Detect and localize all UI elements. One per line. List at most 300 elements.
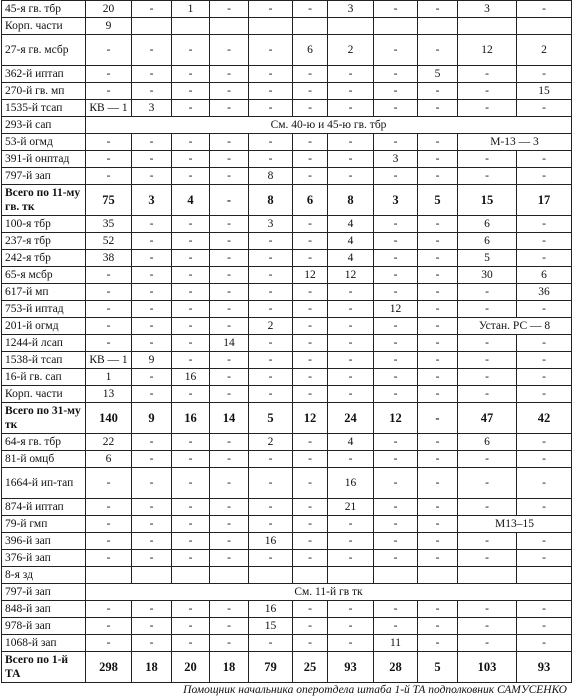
value-cell: -: [293, 499, 328, 516]
value-cell: 9: [132, 352, 172, 369]
unit-name-cell: 848-й зап: [2, 601, 86, 618]
value-cell: -: [172, 533, 210, 550]
value-cell: КВ — 1: [86, 352, 132, 369]
value-cell: -: [86, 635, 132, 652]
value-cell: -: [374, 216, 418, 233]
value-cell: -: [374, 284, 418, 301]
value-cell: -: [172, 168, 210, 185]
value-cell: -: [293, 618, 328, 635]
value-cell: -: [374, 550, 418, 567]
value-cell: -: [293, 284, 328, 301]
value-cell: -: [517, 250, 572, 267]
value-cell: М-13 — 3: [458, 134, 572, 151]
value-cell: -: [86, 601, 132, 618]
value-cell: -: [293, 1, 328, 18]
value-cell: -: [132, 250, 172, 267]
value-cell: -: [418, 168, 458, 185]
value-cell: 38: [86, 250, 132, 267]
value-cell: 93: [517, 652, 572, 683]
value-cell: 11: [374, 635, 418, 652]
value-cell: -: [210, 301, 249, 318]
value-cell: 9: [132, 403, 172, 434]
value-cell: -: [210, 601, 249, 618]
value-cell: 22: [86, 434, 132, 451]
value-cell: [172, 18, 210, 35]
value-cell: -: [210, 533, 249, 550]
value-cell: [328, 18, 374, 35]
value-cell: -: [328, 318, 374, 335]
value-cell: -: [458, 499, 517, 516]
value-cell: -: [210, 468, 249, 499]
value-cell: 16: [249, 601, 293, 618]
table-row: [2, 267, 572, 284]
value-cell: -: [458, 335, 517, 352]
value-cell: [458, 567, 517, 584]
value-cell: 6: [293, 35, 328, 66]
value-cell: -: [458, 301, 517, 318]
value-cell: -: [132, 550, 172, 567]
value-cell: -: [132, 451, 172, 468]
value-cell: -: [132, 601, 172, 618]
value-cell: -: [418, 499, 458, 516]
value-cell: 28: [374, 652, 418, 683]
unit-name-cell: 8-я зд: [2, 567, 86, 584]
value-cell: -: [418, 100, 458, 117]
value-cell: -: [293, 66, 328, 83]
value-cell: 5: [418, 185, 458, 216]
table-row: [2, 499, 572, 516]
unit-name-cell: 797-й зап: [2, 168, 86, 185]
value-cell: -: [210, 1, 249, 18]
value-cell: -: [328, 66, 374, 83]
value-cell: 16: [249, 533, 293, 550]
value-cell: -: [86, 301, 132, 318]
value-cell: 298: [86, 652, 132, 683]
value-cell: КВ — 1: [86, 100, 132, 117]
value-cell: -: [132, 284, 172, 301]
value-cell: -: [210, 618, 249, 635]
value-cell: -: [517, 434, 572, 451]
value-cell: 8: [328, 185, 374, 216]
value-cell: [132, 567, 172, 584]
value-cell: -: [210, 185, 249, 216]
value-cell: 4: [172, 185, 210, 216]
value-cell: 79: [249, 652, 293, 683]
value-cell: 3: [132, 185, 172, 216]
value-cell: 47: [458, 403, 517, 434]
value-cell: 15: [458, 185, 517, 216]
table-row: [2, 216, 572, 233]
table-row: [2, 386, 572, 403]
value-cell: -: [249, 499, 293, 516]
table-row: [2, 516, 572, 533]
value-cell: -: [249, 635, 293, 652]
value-cell: -: [132, 335, 172, 352]
value-cell: -: [458, 601, 517, 618]
value-cell: -: [374, 267, 418, 284]
value-cell: 103: [458, 652, 517, 683]
value-cell: -: [418, 134, 458, 151]
value-cell: [132, 18, 172, 35]
value-cell: -: [249, 66, 293, 83]
value-cell: 35: [86, 216, 132, 233]
unit-name-cell: 201-й огмд: [2, 318, 86, 335]
value-cell: 6: [293, 185, 328, 216]
value-cell: -: [293, 216, 328, 233]
value-cell: -: [328, 550, 374, 567]
value-cell: 21: [328, 499, 374, 516]
value-cell: -: [249, 386, 293, 403]
value-cell: -: [374, 516, 418, 533]
value-cell: -: [458, 168, 517, 185]
value-cell: -: [418, 35, 458, 66]
value-cell: -: [86, 284, 132, 301]
value-cell: -: [458, 386, 517, 403]
unit-name-cell: 65-я мсбр: [2, 267, 86, 284]
value-cell: -: [418, 369, 458, 386]
unit-name-cell: 1535-й тсап: [2, 100, 86, 117]
value-cell: -: [249, 352, 293, 369]
value-cell: -: [132, 134, 172, 151]
value-cell: -: [172, 134, 210, 151]
value-cell: -: [210, 352, 249, 369]
value-cell: 3: [374, 185, 418, 216]
value-cell: -: [293, 83, 328, 100]
value-cell: -: [249, 516, 293, 533]
value-cell: 4: [328, 216, 374, 233]
value-cell: -: [249, 267, 293, 284]
unit-name-cell: 27-я гв. мсбр: [2, 35, 86, 66]
table-row: [2, 100, 572, 117]
value-cell: -: [210, 83, 249, 100]
value-cell: -: [172, 451, 210, 468]
value-cell: -: [374, 499, 418, 516]
value-cell: [418, 18, 458, 35]
value-cell: 24: [328, 403, 374, 434]
value-cell: [172, 567, 210, 584]
value-cell: -: [172, 352, 210, 369]
value-cell: -: [293, 601, 328, 618]
value-cell: -: [249, 284, 293, 301]
value-cell: -: [132, 267, 172, 284]
value-cell: 4: [328, 233, 374, 250]
value-cell: [249, 18, 293, 35]
value-cell: -: [210, 516, 249, 533]
value-cell: -: [418, 284, 458, 301]
value-cell: -: [293, 635, 328, 652]
value-cell: -: [132, 516, 172, 533]
value-cell: -: [418, 1, 458, 18]
unit-name-cell: 376-й зап: [2, 550, 86, 567]
value-cell: -: [517, 468, 572, 499]
value-cell: -: [210, 550, 249, 567]
value-cell: -: [132, 66, 172, 83]
value-cell: -: [458, 618, 517, 635]
value-cell: -: [86, 66, 132, 83]
table-row: [2, 335, 572, 352]
value-cell: -: [418, 516, 458, 533]
table-row: [2, 369, 572, 386]
value-cell: -: [249, 134, 293, 151]
value-cell: -: [172, 618, 210, 635]
value-cell: -: [172, 318, 210, 335]
value-cell: -: [374, 250, 418, 267]
table-row: [2, 284, 572, 301]
value-cell: -: [210, 434, 249, 451]
value-cell: 25: [293, 652, 328, 683]
value-cell: -: [86, 533, 132, 550]
unit-name-cell: 100-я тбр: [2, 216, 86, 233]
value-cell: 3: [328, 1, 374, 18]
value-cell: -: [249, 369, 293, 386]
value-cell: -: [249, 233, 293, 250]
value-cell: 20: [172, 652, 210, 683]
value-cell: -: [210, 267, 249, 284]
value-cell: [328, 567, 374, 584]
table-row: [2, 66, 572, 83]
value-cell: -: [328, 134, 374, 151]
value-cell: -: [210, 318, 249, 335]
value-cell: М13–15: [458, 516, 572, 533]
unit-name-cell: 16-й гв. сап: [2, 369, 86, 386]
value-cell: -: [249, 468, 293, 499]
value-cell: -: [517, 618, 572, 635]
reference-note-cell: См. 11-й гв тк: [86, 584, 572, 601]
value-cell: -: [517, 100, 572, 117]
value-cell: -: [172, 434, 210, 451]
total-row: [2, 403, 572, 434]
value-cell: -: [172, 35, 210, 66]
value-cell: 12: [293, 403, 328, 434]
value-cell: 4: [328, 434, 374, 451]
value-cell: -: [210, 386, 249, 403]
value-cell: -: [293, 352, 328, 369]
value-cell: -: [517, 335, 572, 352]
value-cell: -: [86, 618, 132, 635]
value-cell: -: [517, 168, 572, 185]
value-cell: -: [86, 151, 132, 168]
value-cell: -: [210, 451, 249, 468]
value-cell: -: [418, 533, 458, 550]
table-row: [2, 567, 572, 584]
value-cell: -: [210, 250, 249, 267]
value-cell: -: [293, 468, 328, 499]
value-cell: -: [86, 335, 132, 352]
value-cell: -: [86, 83, 132, 100]
value-cell: 42: [517, 403, 572, 434]
value-cell: -: [517, 301, 572, 318]
value-cell: 1: [172, 1, 210, 18]
table-row: [2, 151, 572, 168]
value-cell: -: [418, 151, 458, 168]
value-cell: -: [249, 83, 293, 100]
value-cell: -: [374, 233, 418, 250]
value-cell: 52: [86, 233, 132, 250]
unit-name-cell: 1244-й лсап: [2, 335, 86, 352]
value-cell: -: [132, 369, 172, 386]
value-cell: [210, 18, 249, 35]
value-cell: Устан. РС — 8: [458, 318, 572, 335]
value-cell: -: [132, 618, 172, 635]
table-row: [2, 601, 572, 618]
unit-name-cell: 64-я гв. тбр: [2, 434, 86, 451]
value-cell: [293, 567, 328, 584]
value-cell: -: [374, 618, 418, 635]
value-cell: -: [172, 151, 210, 168]
value-cell: -: [374, 533, 418, 550]
value-cell: -: [210, 284, 249, 301]
table-body: [2, 1, 572, 683]
value-cell: 18: [210, 652, 249, 683]
value-cell: 75: [86, 185, 132, 216]
value-cell: -: [374, 468, 418, 499]
total-row: [2, 185, 572, 216]
value-cell: -: [517, 386, 572, 403]
value-cell: -: [210, 151, 249, 168]
value-cell: -: [517, 216, 572, 233]
value-cell: 15: [517, 83, 572, 100]
table-row: [2, 35, 572, 66]
value-cell: -: [132, 168, 172, 185]
value-cell: -: [293, 434, 328, 451]
table-row: [2, 550, 572, 567]
table-row: [2, 533, 572, 550]
value-cell: -: [210, 100, 249, 117]
unit-name-cell: 81-й омцб: [2, 451, 86, 468]
value-cell: -: [374, 601, 418, 618]
unit-name-cell: 753-й иптад: [2, 301, 86, 318]
value-cell: -: [328, 635, 374, 652]
value-cell: 3: [249, 216, 293, 233]
value-cell: -: [374, 134, 418, 151]
value-cell: -: [458, 100, 517, 117]
value-cell: -: [418, 550, 458, 567]
table-row: [2, 18, 572, 35]
value-cell: -: [517, 151, 572, 168]
unit-name-cell: 396-й зап: [2, 533, 86, 550]
value-cell: -: [132, 434, 172, 451]
value-cell: -: [517, 499, 572, 516]
value-cell: -: [418, 352, 458, 369]
value-cell: -: [172, 386, 210, 403]
value-cell: -: [374, 318, 418, 335]
value-cell: 16: [328, 468, 374, 499]
value-cell: -: [458, 533, 517, 550]
value-cell: -: [172, 499, 210, 516]
value-cell: -: [374, 386, 418, 403]
value-cell: 2: [249, 318, 293, 335]
value-cell: -: [249, 451, 293, 468]
value-cell: -: [293, 386, 328, 403]
value-cell: -: [86, 35, 132, 66]
value-cell: -: [293, 250, 328, 267]
value-cell: -: [517, 451, 572, 468]
value-cell: -: [172, 335, 210, 352]
unit-name-cell: 617-й мп: [2, 284, 86, 301]
value-cell: -: [293, 550, 328, 567]
total-row: [2, 652, 572, 683]
value-cell: 5: [249, 403, 293, 434]
value-cell: 12: [293, 267, 328, 284]
table-row: [2, 584, 572, 601]
value-cell: -: [132, 216, 172, 233]
value-cell: 17: [517, 185, 572, 216]
value-cell: -: [328, 83, 374, 100]
value-cell: [86, 567, 132, 584]
value-cell: -: [172, 233, 210, 250]
value-cell: -: [517, 66, 572, 83]
reference-note-cell: См. 40-ю и 45-ю гв. тбр: [86, 117, 572, 134]
table-row: [2, 233, 572, 250]
value-cell: 6: [86, 451, 132, 468]
value-cell: -: [328, 168, 374, 185]
value-cell: 12: [374, 403, 418, 434]
value-cell: -: [418, 635, 458, 652]
table-row: [2, 117, 572, 134]
value-cell: -: [517, 233, 572, 250]
value-cell: 140: [86, 403, 132, 434]
value-cell: -: [293, 233, 328, 250]
value-cell: 8: [249, 168, 293, 185]
value-cell: -: [328, 451, 374, 468]
unit-name-cell: 53-й огмд: [2, 134, 86, 151]
value-cell: 14: [210, 335, 249, 352]
value-cell: -: [517, 369, 572, 386]
value-cell: -: [458, 284, 517, 301]
value-cell: 1: [86, 369, 132, 386]
value-cell: 93: [328, 652, 374, 683]
value-cell: -: [293, 451, 328, 468]
value-cell: [374, 18, 418, 35]
value-cell: -: [374, 335, 418, 352]
value-cell: -: [132, 1, 172, 18]
unit-name-cell: 1538-й тсап: [2, 352, 86, 369]
value-cell: [374, 567, 418, 584]
value-cell: -: [132, 151, 172, 168]
value-cell: -: [210, 134, 249, 151]
value-cell: -: [249, 100, 293, 117]
value-cell: -: [418, 83, 458, 100]
value-cell: -: [132, 468, 172, 499]
value-cell: -: [418, 451, 458, 468]
value-cell: -: [458, 352, 517, 369]
value-cell: 12: [374, 301, 418, 318]
value-cell: -: [458, 66, 517, 83]
value-cell: -: [374, 66, 418, 83]
signature-line: Помощник начальника оперотдела штаба 1-й ТА подполковник САМУСЕНКО: [183, 684, 567, 696]
value-cell: 20: [86, 1, 132, 18]
unit-name-cell: 270-й гв. мп: [2, 83, 86, 100]
unit-name-cell: 391-й онптад: [2, 151, 86, 168]
value-cell: -: [293, 301, 328, 318]
table-row: [2, 635, 572, 652]
value-cell: -: [172, 267, 210, 284]
value-cell: -: [210, 369, 249, 386]
value-cell: -: [86, 134, 132, 151]
value-cell: -: [374, 369, 418, 386]
value-cell: -: [210, 168, 249, 185]
value-cell: -: [249, 35, 293, 66]
table-row: [2, 352, 572, 369]
value-cell: -: [328, 386, 374, 403]
value-cell: -: [132, 533, 172, 550]
value-cell: -: [418, 403, 458, 434]
value-cell: [210, 567, 249, 584]
value-cell: -: [210, 499, 249, 516]
value-cell: -: [328, 533, 374, 550]
value-cell: -: [328, 335, 374, 352]
value-cell: -: [249, 301, 293, 318]
